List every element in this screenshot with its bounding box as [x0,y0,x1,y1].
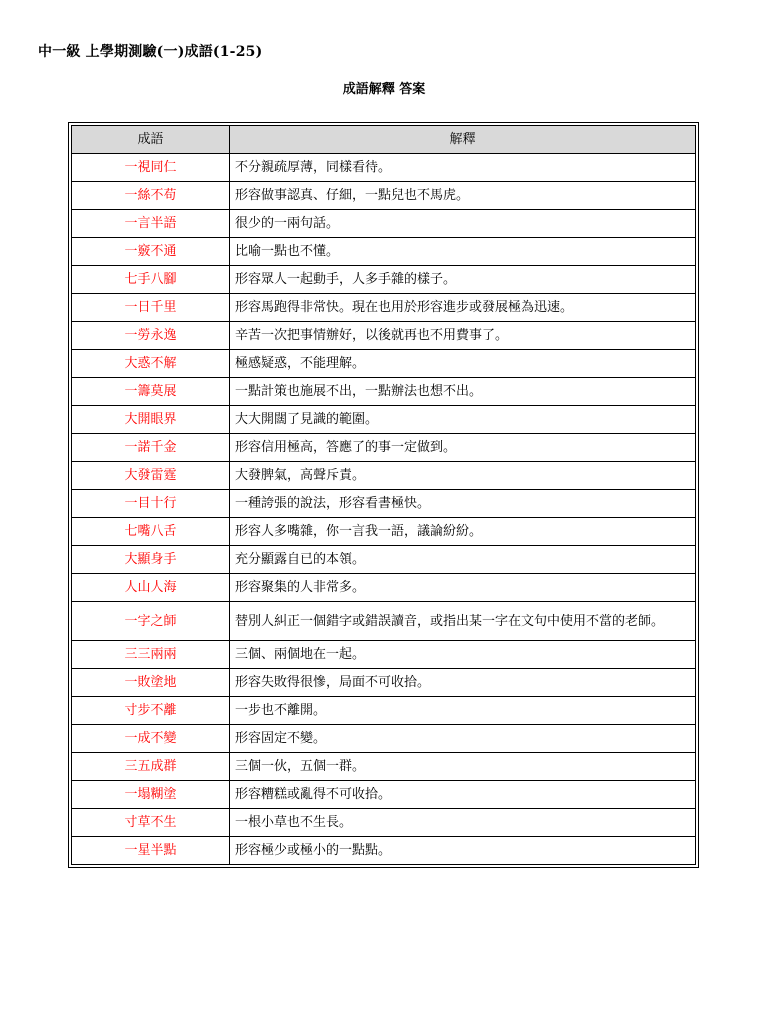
idiom-cell: 七嘴八舌 [72,518,230,546]
idiom-cell: 人山人海 [72,574,230,602]
meaning-cell: 形容人多嘴雜，你一言我一語，議論紛紛。 [230,518,696,546]
meaning-cell: 替別人糾正一個錯字或錯誤讀音，或指出某一字在文句中使用不當的老師。 [230,602,696,641]
idiom-cell: 三三兩兩 [72,641,230,669]
idiom-cell: 一竅不通 [72,238,230,266]
meaning-cell: 充分顯露自已的本領。 [230,546,696,574]
meaning-cell: 一根小草也不生長。 [230,809,696,837]
table-row [72,238,696,266]
table-row [72,182,696,210]
table-row [72,697,696,725]
table-row [72,753,696,781]
table-row [72,725,696,753]
idiom-cell: 一勞永逸 [72,322,230,350]
table-row [72,322,696,350]
idiom-table-frame [68,122,699,868]
table-row [72,518,696,546]
meaning-cell: 比喻一點也不懂。 [230,238,696,266]
table-row [72,154,696,182]
idiom-cell: 三五成群 [72,753,230,781]
table-header-row [72,126,696,154]
idiom-cell: 一字之師 [72,602,230,641]
table-row [72,406,696,434]
idiom-cell: 一日千里 [72,294,230,322]
meaning-cell: 形容失敗得很慘，局面不可收拾。 [230,669,696,697]
table-row [72,574,696,602]
meaning-cell: 三個一伙，五個一群。 [230,753,696,781]
table-row [72,490,696,518]
meaning-cell: 形容極少或極小的一點點。 [230,837,696,865]
meaning-cell: 辛苦一次把事情辦好，以後就再也不用費事了。 [230,322,696,350]
idiom-cell: 一籌莫展 [72,378,230,406]
table-row [72,378,696,406]
table-row [72,462,696,490]
table-row [72,266,696,294]
meaning-cell: 大大開闊了見識的範圍。 [230,406,696,434]
document-title: 成語解釋 答案 [342,82,426,97]
table-row [72,546,696,574]
table-row [72,210,696,238]
meaning-cell: 大發脾氣，高聲斥責。 [230,462,696,490]
idiom-cell: 一敗塗地 [72,669,230,697]
table-row [72,641,696,669]
idiom-cell: 寸草不生 [72,809,230,837]
table-row [72,669,696,697]
idiom-cell: 一諾千金 [72,434,230,462]
meaning-cell: 三個、兩個地在一起。 [230,641,696,669]
meaning-cell: 形容糟糕或亂得不可收拾。 [230,781,696,809]
meaning-cell: 形容眾人一起動手，人多手雜的樣子。 [230,266,696,294]
idiom-cell: 七手八腳 [72,266,230,294]
meaning-cell: 形容聚集的人非常多。 [230,574,696,602]
idiom-cell: 大惑不解 [72,350,230,378]
idiom-cell: 一星半點 [72,837,230,865]
idiom-cell: 一塌糊塗 [72,781,230,809]
idiom-cell: 一絲不苟 [72,182,230,210]
idiom-cell: 大開眼界 [72,406,230,434]
meaning-cell: 極感疑惑，不能理解。 [230,350,696,378]
table-row [72,350,696,378]
idiom-cell: 大發雷霆 [72,462,230,490]
idiom-table [71,125,696,865]
idiom-cell: 大顯身手 [72,546,230,574]
column-header-meaning: 解釋 [230,126,696,154]
meaning-cell: 不分親疏厚薄，同樣看待。 [230,154,696,182]
table-row [72,602,696,641]
table-row [72,434,696,462]
idiom-cell: 一視同仁 [72,154,230,182]
meaning-cell: 形容固定不變。 [230,725,696,753]
idiom-cell: 一言半語 [72,210,230,238]
idiom-cell: 一目十行 [72,490,230,518]
table-row [72,837,696,865]
idiom-cell: 一成不變 [72,725,230,753]
meaning-cell: 一種誇張的說法，形容看書極快。 [230,490,696,518]
document-header: 中一級 上學期測驗(一)成語(1-25) [38,44,263,60]
meaning-cell: 一點計策也施展不出，一點辦法也想不出。 [230,378,696,406]
meaning-cell: 形容馬跑得非常快。現在也用於形容進步或發展極為迅速。 [230,294,696,322]
meaning-cell: 一步也不離開。 [230,697,696,725]
table-row [72,294,696,322]
table-row [72,781,696,809]
meaning-cell: 形容做事認真、仔細，一點兒也不馬虎。 [230,182,696,210]
column-header-idiom: 成語 [72,126,230,154]
meaning-cell: 很少的一兩句話。 [230,210,696,238]
table-row [72,809,696,837]
idiom-cell: 寸步不離 [72,697,230,725]
meaning-cell: 形容信用極高，答應了的事一定做到。 [230,434,696,462]
